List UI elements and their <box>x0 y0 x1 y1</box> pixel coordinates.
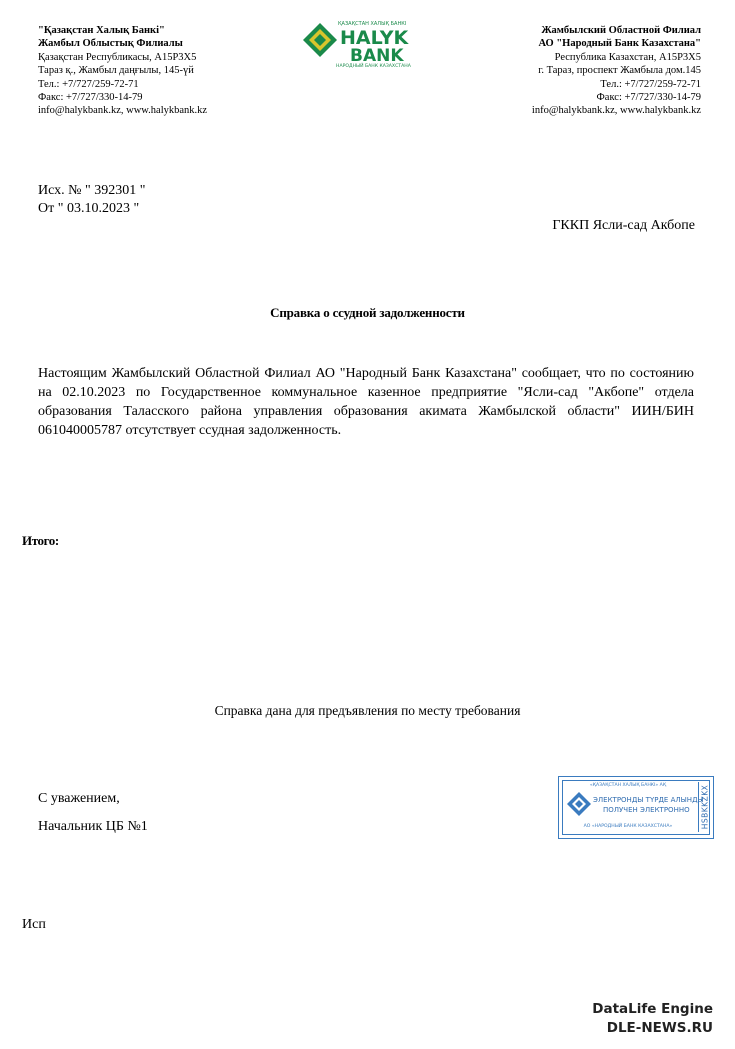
header-right-block <box>532 24 701 118</box>
header-left-address: Тараз қ., Жамбыл даңғылы, 145-үй <box>38 65 194 77</box>
header-left-bank-name: "Қазақстан Халық Банкі" <box>38 25 165 36</box>
stamp-side-panel <box>698 782 711 832</box>
total-label: Итого: <box>22 533 59 548</box>
logo-top-text: ҚАЗАҚСТАН ХАЛЫҚ БАНКІ <box>338 21 407 27</box>
header-right-contacts: info@halykbank.kz, www.halykbank.kz <box>531 105 701 117</box>
stamp-bottom-text: АО «НАРОДНЫЙ БАНК КАЗАХСТАНА» <box>583 824 673 829</box>
stamp-swift-code: HSBKKZKX <box>700 784 710 830</box>
halyk-bank-logo <box>300 18 428 68</box>
header-right-country: Республика Казахстан, A15P3X5 <box>554 51 701 63</box>
header-left-country: Қазақстан Республикасы, A15P3X5 <box>38 51 197 63</box>
site-watermark <box>592 1000 713 1038</box>
header-left-phone: Тел.: +7/727/259-72-71 <box>38 78 139 90</box>
executor-label: Исп <box>22 917 46 932</box>
header-right-fax: Факс: +7/727/330-14-79 <box>596 92 701 104</box>
outgoing-date: От " 03.10.2023 " <box>38 201 140 216</box>
header-left-branch: Жамбыл Облыстық Филиалы <box>38 38 183 50</box>
header-right-bank-name: АО "Народный Банк Казахстана" <box>538 38 701 50</box>
halyk-emblem-icon <box>303 23 337 57</box>
logo-word-bank: BANK <box>350 46 404 66</box>
outgoing-number: Исх. № " 392301 " <box>38 183 146 198</box>
header-right-address: г. Тараз, проспект Жамбыла дом.145 <box>538 65 701 77</box>
recipient: ГККП Ясли-сад Акбопе <box>552 218 695 233</box>
header-left-fax: Факс: +7/727/330-14-79 <box>38 92 143 104</box>
reference-block <box>38 182 145 218</box>
header-right-branch: Жамбылский Областной Филиал <box>541 25 701 36</box>
header-left-contacts: info@halykbank.kz, www.halykbank.kz <box>38 105 208 117</box>
stamp-line-ru: ПОЛУЧЕН ЭЛЕКТРОННО <box>603 806 690 814</box>
logo-word-halyk: HALYK <box>340 27 409 49</box>
closing-regards: С уважением, <box>38 791 120 806</box>
signer-position: Начальник ЦБ №1 <box>38 819 148 834</box>
stamp-emblem-icon <box>566 791 592 817</box>
stamp-top-text: «ҚАЗАҚСТАН ХАЛЫҚ БАНКІ» АҚ <box>589 783 667 788</box>
watermark-site: DLE-NEWS.RU <box>606 1020 713 1036</box>
electronic-stamp <box>558 776 714 839</box>
purpose-note: Справка дана для предъявления по месту требования <box>214 703 521 718</box>
logo-bottom-text: НАРОДНЫЙ БАНК КАЗАХСТАНА <box>336 64 411 68</box>
stamp-line-kz: ЭЛЕКТРОНДЫ ТҮРДЕ АЛЫНДЫ <box>593 796 704 804</box>
document-body: Настоящим Жамбылский Областной Филиал АО "Народный Банк Казахстана" сообщает, что по состоянию на 02.10.2023 по Государственное коммунальное казенное предприятие "Ясли-сад "Акбопе" отдела образования Таласского района управления образования акимата Жамбылской области" ИИН/БИН 061040005787 отсутствует ссудная задолженность. <box>38 366 694 438</box>
header-right-phone: Тел.: +7/727/259-72-71 <box>600 78 701 90</box>
watermark-engine: DataLife Engine <box>592 1001 713 1017</box>
header-left-block <box>38 24 207 118</box>
document-title: Справка о ссудной задолженности <box>270 305 465 320</box>
